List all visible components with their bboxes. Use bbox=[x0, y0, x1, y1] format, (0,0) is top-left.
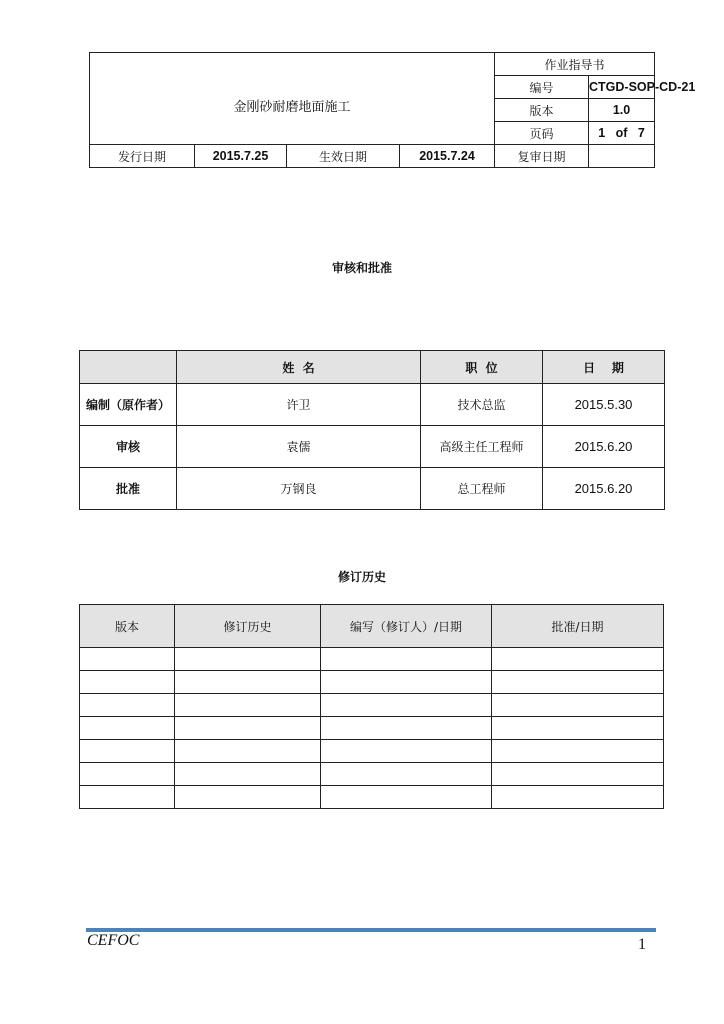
revision-col-header: 批准/日期 bbox=[492, 605, 664, 648]
approval-position: 高级主任工程师 bbox=[421, 426, 543, 468]
approval-role: 批准 bbox=[80, 468, 177, 510]
revision-cell bbox=[80, 740, 175, 763]
revision-cell bbox=[321, 671, 492, 694]
revision-col-header: 编写（修订人）/日期 bbox=[321, 605, 492, 648]
approval-name: 袁儒 bbox=[177, 426, 421, 468]
review-date-label: 复审日期 bbox=[495, 145, 589, 168]
approval-row bbox=[80, 384, 665, 426]
revision-cell bbox=[80, 763, 175, 786]
approval-position: 技术总监 bbox=[421, 384, 543, 426]
revision-cell bbox=[80, 648, 175, 671]
approval-position: 总工程师 bbox=[421, 468, 543, 510]
approval-role: 编制（原作者） bbox=[80, 384, 177, 426]
approval-col-header: 姓 名 bbox=[177, 351, 421, 384]
approval-date: 2015.6.20 bbox=[543, 468, 665, 510]
revision-cell bbox=[175, 648, 321, 671]
revision-row bbox=[80, 694, 664, 717]
revision-row bbox=[80, 786, 664, 809]
approval-row bbox=[80, 468, 665, 510]
approval-row bbox=[80, 426, 665, 468]
effective-date-label: 生效日期 bbox=[287, 145, 400, 168]
revision-cell bbox=[175, 717, 321, 740]
revision-cell bbox=[321, 648, 492, 671]
page-label: 页码 bbox=[495, 122, 589, 145]
revision-cell bbox=[321, 717, 492, 740]
revision-cell bbox=[492, 763, 664, 786]
page-value: 1 of 7 bbox=[589, 122, 655, 145]
revision-row bbox=[80, 740, 664, 763]
version-label: 版本 bbox=[495, 99, 589, 122]
revision-cell bbox=[492, 717, 664, 740]
approval-date: 2015.5.30 bbox=[543, 384, 665, 426]
revision-cell bbox=[492, 694, 664, 717]
effective-date-value: 2015.7.24 bbox=[400, 145, 495, 168]
revision-cell bbox=[80, 717, 175, 740]
number-label: 编号 bbox=[495, 76, 589, 99]
approval-header-row bbox=[80, 351, 665, 384]
revision-cell bbox=[321, 740, 492, 763]
revision-row bbox=[80, 648, 664, 671]
revision-row bbox=[80, 763, 664, 786]
revision-row bbox=[80, 717, 664, 740]
version-value: 1.0 bbox=[589, 99, 655, 122]
approval-role: 审核 bbox=[80, 426, 177, 468]
approval-title: 审核和批准 bbox=[331, 261, 392, 275]
approval-name: 万钢良 bbox=[177, 468, 421, 510]
review-date-value bbox=[589, 145, 655, 168]
revision-cell bbox=[80, 786, 175, 809]
revision-col-header: 修订历史 bbox=[175, 605, 321, 648]
header-table bbox=[89, 52, 696, 168]
revision-col-header: 版本 bbox=[80, 605, 175, 648]
revision-cell bbox=[175, 740, 321, 763]
revision-title: 修订历史 bbox=[337, 570, 386, 584]
revision-cell bbox=[492, 786, 664, 809]
number-value: CTGD-SOP-CD-21 bbox=[589, 76, 655, 99]
footer-page-number: 1 bbox=[638, 936, 646, 953]
document-title: 金刚砂耐磨地面施工 bbox=[90, 53, 495, 145]
revision-row bbox=[80, 671, 664, 694]
revision-cell bbox=[175, 694, 321, 717]
approval-col-header: 职 位 bbox=[421, 351, 543, 384]
revision-cell bbox=[80, 671, 175, 694]
revision-table bbox=[79, 604, 664, 809]
revision-cell bbox=[321, 763, 492, 786]
revision-cell bbox=[492, 740, 664, 763]
footer-rule bbox=[86, 928, 656, 932]
revision-cell bbox=[321, 694, 492, 717]
revision-cell bbox=[492, 648, 664, 671]
revision-cell bbox=[175, 671, 321, 694]
revision-header-row bbox=[80, 605, 664, 648]
revision-cell bbox=[175, 786, 321, 809]
issue-date-label: 发行日期 bbox=[90, 145, 195, 168]
approval-col-header bbox=[80, 351, 177, 384]
revision-cell bbox=[175, 763, 321, 786]
approval-table bbox=[79, 350, 665, 510]
issue-date-value: 2015.7.25 bbox=[195, 145, 287, 168]
revision-cell bbox=[492, 671, 664, 694]
approval-name: 许卫 bbox=[177, 384, 421, 426]
doc-type: 作业指导书 bbox=[495, 53, 655, 76]
revision-cell bbox=[321, 786, 492, 809]
approval-col-header: 日 期 bbox=[543, 351, 665, 384]
approval-date: 2015.6.20 bbox=[543, 426, 665, 468]
revision-cell bbox=[80, 694, 175, 717]
footer-brand: CEFOC bbox=[87, 932, 140, 949]
